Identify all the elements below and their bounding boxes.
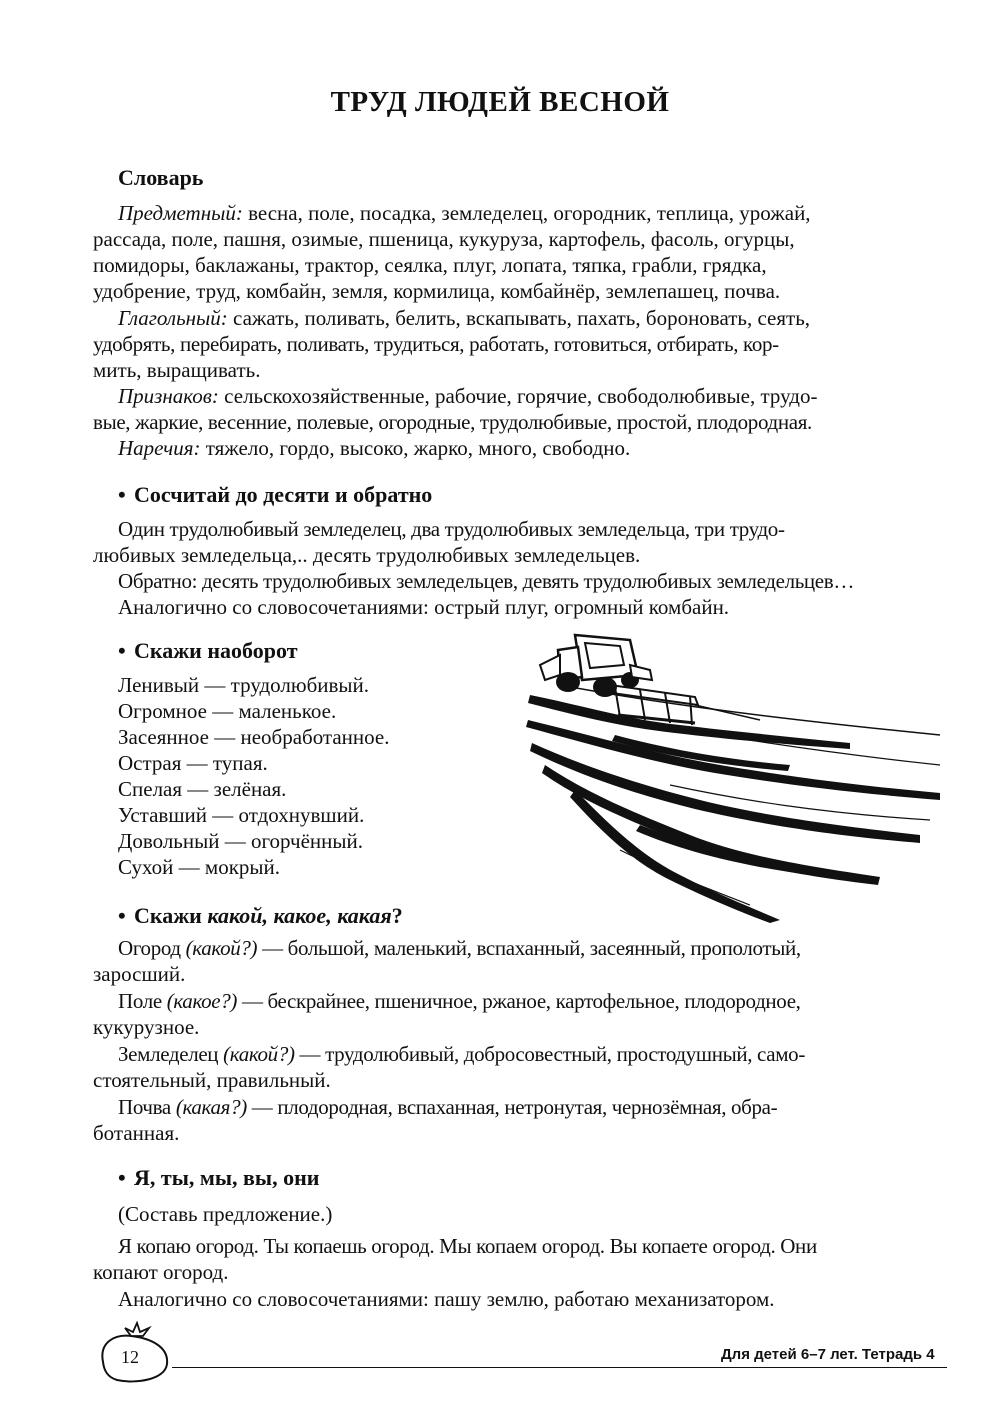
vocab-glagolny-label: Глагольный: bbox=[118, 306, 228, 330]
vocab-priznakov-line-1 bbox=[118, 383, 817, 409]
which-item-ogorod bbox=[118, 935, 801, 961]
which-heading-plain: Скажи bbox=[134, 903, 202, 928]
which-heading-end: ? bbox=[391, 903, 403, 928]
opposite-line-3: Засеянное — необработанное. bbox=[118, 725, 390, 749]
opposite-line-7: Довольный — огорчённый. bbox=[118, 829, 363, 853]
opposite-heading-text: Скажи наоборот bbox=[134, 638, 298, 663]
vocab-narechiya-label: Наречия: bbox=[118, 436, 201, 460]
which-item-pole-cont: кукурузное. bbox=[93, 1015, 200, 1039]
pronouns-heading-text: Я, ты, мы, вы, они bbox=[134, 1165, 320, 1190]
vocab-predmetny-line-4: удобрение, труд, комбайн, земля, кормилица, комбайнёр, землепашец, почва. bbox=[93, 279, 781, 303]
vocab-glagolny-line-1 bbox=[118, 305, 810, 331]
vocab-predmetny-label: Предметный: bbox=[118, 201, 243, 225]
vocab-predmetny-line-3: помидоры, баклажаны, трактор, сеялка, плуг, лопата, тяпка, грабли, грядка, bbox=[93, 253, 767, 277]
count-heading bbox=[118, 482, 432, 508]
vocab-glagolny-line-3: мить, выращивать. bbox=[93, 358, 261, 382]
footer-caption: Для детей 6–7 лет. Тетрадь 4 bbox=[721, 1346, 935, 1363]
which-heading-italic: какой, какое, какая bbox=[207, 903, 392, 928]
which-word: Почва bbox=[118, 1095, 171, 1119]
pronouns-line-3: Аналогично со словосочетаниями: пашу землю, работаю механизатором. bbox=[118, 1287, 775, 1311]
pronouns-note: (Составь предложение.) bbox=[118, 1202, 333, 1226]
footer-rule bbox=[172, 1367, 947, 1368]
opposite-line-8: Сухой — мокрый. bbox=[118, 855, 281, 879]
which-answers: — бескрайнее, пшеничное, ржаное, картофельное, плодородное, bbox=[241, 989, 801, 1013]
vocab-predmetny-line-2: рассада, поле, пашня, озимые, пшеница, кукуруза, картофель, фасоль, огурцы, bbox=[93, 227, 795, 251]
opposite-line-4: Острая — тупая. bbox=[118, 751, 268, 775]
which-item-pochva-cont: ботанная. bbox=[93, 1121, 180, 1145]
pronouns-line-2: копают огород. bbox=[93, 1260, 229, 1284]
bullet-icon: • bbox=[118, 638, 126, 663]
which-question: (какой?) bbox=[185, 936, 258, 960]
which-question: (какой?) bbox=[223, 1042, 295, 1066]
bullet-icon: • bbox=[118, 482, 126, 507]
vocab-predmetny-text-1: весна, поле, посадка, земледелец, огородник, теплица, урожай, bbox=[248, 201, 811, 225]
opposite-line-1: Ленивый — трудолюбивый. bbox=[118, 673, 370, 697]
pronouns-line-1: Я копаю огород. Ты копаешь огород. Мы копаем огород. Вы копаете огород. Они bbox=[118, 1234, 817, 1258]
page-title: ТРУД ЛЮДЕЙ ВЕСНОЙ bbox=[330, 86, 670, 118]
vocab-priznakov-line-2: вые, жаркие, весенние, полевые, огородные, трудолюбивые, простой, плодородная. bbox=[93, 410, 812, 434]
vocab-narechiya-line bbox=[118, 435, 630, 461]
which-question: (какое?) bbox=[166, 989, 238, 1013]
which-item-pole bbox=[118, 988, 801, 1014]
which-item-zemledelets bbox=[118, 1041, 805, 1067]
vocab-glagolny-text-1: сажать, поливать, белить, вскапывать, пахать, бороновать, сеять, bbox=[233, 306, 811, 330]
opposite-line-2: Огромное — маленькое. bbox=[118, 699, 337, 723]
opposite-line-6: Уставший — отдохнувший. bbox=[118, 803, 365, 827]
bullet-icon: • bbox=[118, 1165, 126, 1190]
vocab-predmetny-line-1 bbox=[118, 200, 811, 226]
vocab-glagolny-line-2: удобрять, перебирать, поливать, трудиться, работать, готовиться, отбирать, кор- bbox=[93, 332, 779, 356]
count-line-1: Один трудолюбивый земледелец, два трудолюбивых земледельца, три трудо- bbox=[118, 517, 785, 541]
which-word: Поле bbox=[118, 989, 162, 1013]
which-item-zemledelets-cont: стоятельный, правильный. bbox=[93, 1068, 331, 1092]
bullet-icon: • bbox=[118, 903, 126, 928]
which-answers: — плодородная, вспаханная, нетронутая, чернозёмная, обра- bbox=[251, 1095, 778, 1119]
which-word: Огород bbox=[118, 936, 181, 960]
count-line-3: Обратно: десять трудолюбивых земледельцев, девять трудолюбивых земледельцев… bbox=[118, 569, 854, 593]
vocab-priznakov-label: Признаков: bbox=[118, 384, 219, 408]
count-line-2: любивых земледельца,.. десять трудолюбивых земледельцев. bbox=[93, 543, 641, 567]
opposite-heading bbox=[118, 638, 298, 664]
page-number: 12 bbox=[121, 1347, 139, 1367]
opposite-line-5: Спелая — зелёная. bbox=[118, 777, 287, 801]
which-heading bbox=[118, 903, 403, 929]
count-heading-text: Сосчитай до десяти и обратно bbox=[134, 482, 433, 507]
tractor-field-illustration bbox=[520, 625, 945, 925]
which-word: Земледелец bbox=[118, 1042, 219, 1066]
which-item-ogorod-cont: заросший. bbox=[93, 962, 186, 986]
vocab-priznakov-text-1: сельскохозяйственные, рабочие, горячие, свободолюбивые, трудо- bbox=[224, 384, 818, 408]
which-answers: — трудолюбивый, добросовестный, простодушный, само- bbox=[299, 1042, 805, 1066]
vocab-narechiya-text: тяжело, гордо, высоко, жарко, много, свободно. bbox=[205, 436, 631, 460]
which-answers: — большой, маленький, вспаханный, засеянный, прополотый, bbox=[262, 936, 801, 960]
count-line-4: Аналогично со словосочетаниями: острый плуг, огромный комбайн. bbox=[118, 595, 730, 619]
pronouns-heading bbox=[118, 1165, 319, 1191]
which-question: (какая?) bbox=[175, 1095, 247, 1119]
vocab-heading: Словарь bbox=[118, 165, 204, 190]
which-item-pochva bbox=[118, 1094, 777, 1120]
